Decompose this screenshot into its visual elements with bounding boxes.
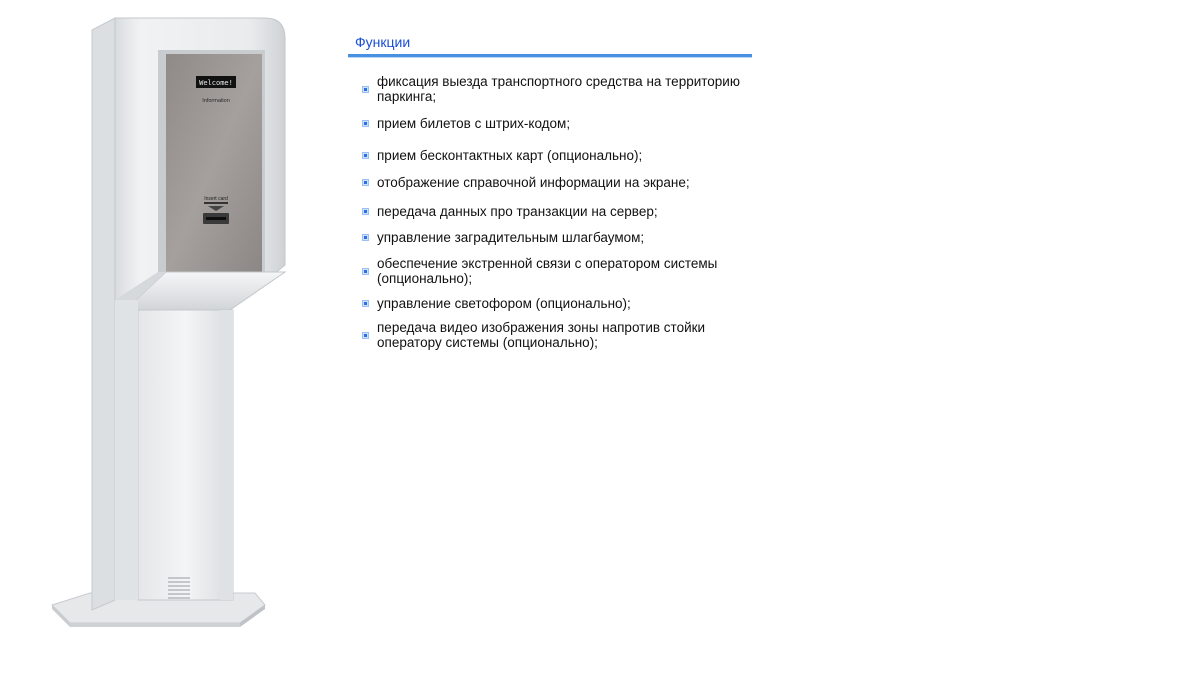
feature-item-5 [362, 204, 752, 219]
feature-text: отображение справочной информации на экране; [377, 175, 690, 190]
feature-text: прием бесконтактных карт (опционально); [377, 148, 643, 163]
feature-item-3 [362, 148, 752, 163]
square-bullet-icon [362, 86, 369, 93]
square-bullet-icon [362, 179, 369, 186]
features-title: Функции [355, 34, 411, 50]
feature-item-4 [362, 175, 752, 190]
square-bullet-icon [362, 208, 369, 215]
feature-item-8 [362, 296, 752, 311]
feature-text: фиксация выезда транспортного средства на территорию паркинга; [377, 74, 740, 104]
square-bullet-icon [362, 152, 369, 159]
kiosk-info-label: Information [202, 98, 230, 104]
square-bullet-icon [362, 234, 369, 241]
feature-text: передача видео изображения зоны напротив стойки оператору системы (опционально); [377, 320, 706, 350]
features-section [348, 32, 752, 350]
square-bullet-icon [362, 268, 369, 275]
feature-item-1 [362, 74, 752, 104]
feature-text: управление заградительным шлагбаумом; [377, 230, 645, 245]
feature-item-9 [362, 320, 752, 350]
feature-item-2 [362, 116, 752, 131]
square-bullet-icon [362, 332, 369, 339]
feature-item-6 [362, 230, 752, 245]
feature-text: передача данных про транзакции на сервер; [377, 204, 658, 219]
kiosk-drawing [40, 10, 300, 650]
square-bullet-icon [362, 300, 369, 307]
title-divider [348, 54, 752, 58]
feature-item-7 [362, 256, 752, 286]
kiosk-card-label: Insert card [204, 196, 228, 202]
kiosk-illustration [40, 10, 300, 650]
feature-text: управление светофором (опционально); [377, 296, 631, 311]
feature-text: прием билетов с штрих-кодом; [377, 116, 571, 131]
feature-text: обеспечение экстренной связи с оператором системы (опционально); [377, 256, 718, 286]
kiosk-display-text: Welcome! [199, 79, 233, 87]
square-bullet-icon [362, 120, 369, 127]
